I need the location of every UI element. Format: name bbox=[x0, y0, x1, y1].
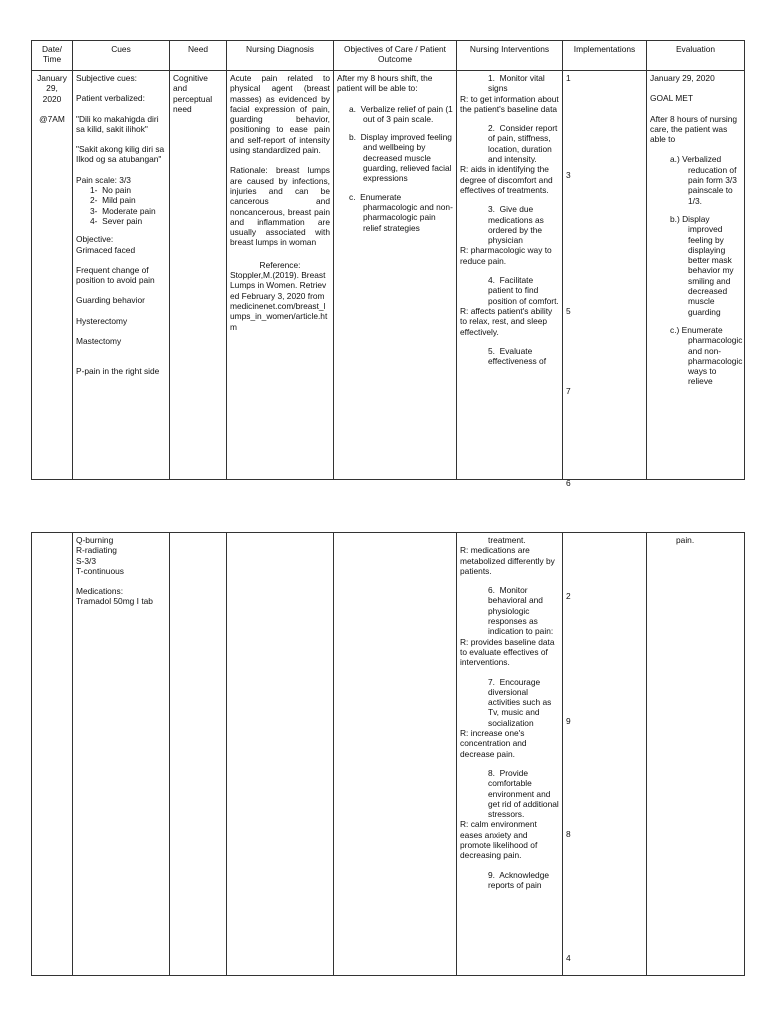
diagnosis-cell: Acute pain related to physical agent (breast masses) as evidenced by facial expression of pain, guarding behavior, positioning to ease pain and self-report of intensity using standardized pain. Rationale: breast lumps are caused by infections, injuries and can be cancerous and noncancerous, breast pain and inflammation are usually associated with breast lumps in woman Reference: Stoppler,M.(2019). Breast Lumps in Women. Retrieved February 3, 2020 from medicinenet.com/breast_lumps_in_women/article.htm bbox=[227, 71, 334, 480]
objectives-list: a. Verbalize relief of pain (1 out of 3 pain scale. b. Display improved feeling and wellbeing by decreased muscle guarding, relieved facial expressions c. Enumerate pharmacologic and non-pharmacologic pain relief strategies bbox=[349, 103, 453, 233]
header-row bbox=[32, 41, 745, 71]
cues-cell: Subjective cues: Patient verbalized: "Dili ko makahigda diri sa kilid, sakit ilihok" "Sakit akong kilig diri sa Ilkod og sa atubangan" Pain scale: 3/3 1- No pain 2- Mild pain 3- Moderate pain 4- Sever pain Objective: Grimaced faced Frequent change of position to avoid pain Guarding behavior Hysterectomy Mastectomy P-pain in the right side bbox=[73, 71, 170, 480]
header-diagnosis: Nursing Diagnosis bbox=[227, 41, 334, 71]
date-cell-continued bbox=[32, 533, 73, 976]
header-evaluation: Evaluation bbox=[647, 41, 745, 71]
need-cell: Cognitive and perceptual need bbox=[170, 71, 227, 480]
interventions-cell: 1. Monitor vital signs R: to get information about the patient's baseline data 2. Consider report of pain, stiffness, location, duration and intensity. R: aids in identifying the degree of discomfort and effectives of treatments. 3. Give due medications as ordered by the physician R: pharmacologic way to reduce pain. 4. Facilitate patient to find position of comfort. R: affects patient's ability to relax, rest, and sleep effectively. 5. Evaluate effectiveness of bbox=[457, 71, 563, 480]
interventions-cell-continued: treatment. R: medications are metabolized differently by patients. 6. Monitor behavioral and physiologic responses as indication to pain: R: provides baseline data to evaluate effectives of interventions. 7. Encourage diversional activities such as Tv, music and socialization R: increase one's concentration and decrease pain. 8. Provide comfortable environment and get rid of additional stressors. R: calm environment eases anxiety and promote likelihood of decreasing pain. 9. Acknowledge reports of pain bbox=[457, 533, 563, 976]
cues-cell-continued: Q-burning R-radiating S-3/3 T-continuous Medications: Tramadol 50mg I tab bbox=[73, 533, 170, 976]
body-row-continued bbox=[32, 533, 745, 976]
date-cell: January 29, 2020 @7AM bbox=[32, 71, 73, 480]
implementations-cell-continued: 2 9 8 4 bbox=[563, 533, 647, 976]
diagnosis-cell-continued bbox=[227, 533, 334, 976]
pain-scale-list: 1- No pain 2- Mild pain 3- Moderate pain 4- Sever pain bbox=[90, 185, 156, 226]
header-cues: Cues bbox=[73, 41, 170, 71]
evaluation-list: a.) Verbalized reducation of pain form 3/3 painscale to 1/3. b.) Display improved feeling by displaying better mask behavior my smiling and decreased muscle guarding c.) Enumerate pharmacologic and non-pharmacologic ways to relieve bbox=[670, 154, 743, 387]
care-plan-table-page-2 bbox=[31, 532, 745, 976]
header-date: Date/ Time bbox=[32, 41, 73, 71]
evaluation-cell-continued: pain. bbox=[647, 533, 745, 976]
care-plan-table-page-1 bbox=[31, 40, 745, 488]
evaluation-cell: January 29, 2020 GOAL MET After 8 hours of nursing care, the patient was able to a.) Verbalized reducation of pain form 3/3 painscale to 1/3. b.) Display improved feeling by displaying better mask behavior my smiling and decreased muscle guarding c.) Enumerate pharmacologic and non-pharmacologic ways to relieve bbox=[647, 71, 745, 480]
time: @7AM bbox=[39, 113, 65, 124]
need-cell-continued bbox=[170, 533, 227, 976]
implementations-cell: 1 3 5 7 6 bbox=[563, 71, 647, 480]
body-row bbox=[32, 71, 745, 480]
objectives-cell: After my 8 hours shift, the patient will be able to: a. Verbalize relief of pain (1 out of 3 pain scale. b. Display improved feeling and wellbeing by decreased muscle guarding, relieved facial expressions c. Enumerate pharmacologic and non-pharmacologic pain relief strategies bbox=[334, 71, 457, 480]
header-implementations: Implementations bbox=[563, 41, 647, 71]
header-need: Need bbox=[170, 41, 227, 71]
objectives-cell-continued bbox=[334, 533, 457, 976]
header-objectives: Objectives of Care / Patient Outcome bbox=[334, 41, 457, 71]
header-interventions: Nursing Interventions bbox=[457, 41, 563, 71]
